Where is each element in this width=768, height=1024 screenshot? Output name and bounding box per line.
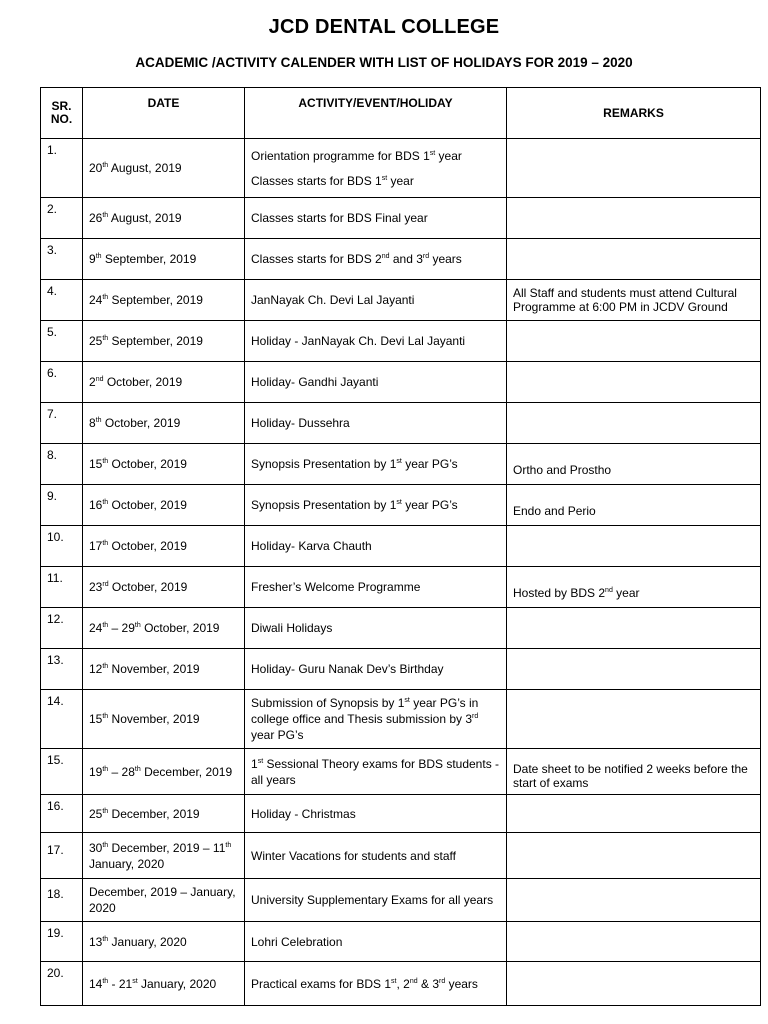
row-date: 26th August, 2019: [83, 198, 245, 239]
row-activity: Classes starts for BDS 2nd and 3rd years: [245, 239, 507, 280]
table-row: [41, 198, 761, 239]
row-date: 2nd October, 2019: [83, 362, 245, 403]
row-date: 15th October, 2019: [83, 444, 245, 485]
table-row: [41, 649, 761, 690]
table-row: [41, 444, 761, 485]
row-sr: 4.: [41, 280, 83, 321]
table-row: [41, 362, 761, 403]
row-sr: 11.: [41, 567, 83, 608]
row-remark: [507, 795, 761, 833]
row-activity: Classes starts for BDS Final year: [245, 198, 507, 239]
row-activity: JanNayak Ch. Devi Lal Jayanti: [245, 280, 507, 321]
row-sr: 6.: [41, 362, 83, 403]
row-date: 14th - 21st January, 2020: [83, 962, 245, 1006]
row-date: 9th September, 2019: [83, 239, 245, 280]
table-header-row: [41, 88, 761, 139]
row-activity: Submission of Synopsis by 1st year PG’s in college office and Thesis submission by 3rd year PG’s: [245, 690, 507, 749]
row-activity: Orientation programme for BDS 1st year Classes starts for BDS 1st year: [245, 139, 507, 198]
row-remark: Ortho and Prostho: [507, 444, 761, 485]
row-sr: 1.: [41, 139, 83, 198]
table-row: [41, 403, 761, 444]
table-row: [41, 879, 761, 922]
row-date: 24th September, 2019: [83, 280, 245, 321]
row-sr: 3.: [41, 239, 83, 280]
row-remark: Endo and Perio: [507, 485, 761, 526]
row-activity: Lohri Celebration: [245, 922, 507, 962]
row-activity: Holiday- Karva Chauth: [245, 526, 507, 567]
row-remark: [507, 362, 761, 403]
row-date: 20th August, 2019: [83, 139, 245, 198]
row-activity: Holiday- Gandhi Jayanti: [245, 362, 507, 403]
table-row: [41, 962, 761, 1006]
row-remark: [507, 649, 761, 690]
row-date: 17th October, 2019: [83, 526, 245, 567]
row-activity: Winter Vacations for students and staff: [245, 833, 507, 879]
calendar-subtitle: ACADEMIC /ACTIVITY CALENDER WITH LIST OF HOLIDAYS FOR 2019 – 2020: [135, 55, 633, 70]
row-remark: [507, 879, 761, 922]
table-row: [41, 749, 761, 795]
row-date: 12th November, 2019: [83, 649, 245, 690]
college-title: JCD DENTAL COLLEGE: [268, 16, 500, 38]
row-remark: [507, 198, 761, 239]
row-sr: 17.: [41, 833, 83, 879]
header-remarks: REMARKS: [507, 88, 761, 139]
table-row: [41, 485, 761, 526]
row-date: 25th December, 2019: [83, 795, 245, 833]
row-sr: 18.: [41, 879, 83, 922]
row-remark: [507, 526, 761, 567]
row-sr: 2.: [41, 198, 83, 239]
row-date: 16th October, 2019: [83, 485, 245, 526]
row-date: 30th December, 2019 – 11th January, 2020: [83, 833, 245, 879]
row-activity: Fresher’s Welcome Programme: [245, 567, 507, 608]
table-row: [41, 321, 761, 362]
row-remark: [507, 403, 761, 444]
row-sr: 19.: [41, 922, 83, 962]
header-activity: ACTIVITY/EVENT/HOLIDAY: [245, 88, 507, 139]
row-remark: [507, 922, 761, 962]
table-row: [41, 833, 761, 879]
table-row: [41, 608, 761, 649]
header-sr-no: SR. NO.: [41, 88, 83, 139]
table-row: [41, 795, 761, 833]
row-sr: 16.: [41, 795, 83, 833]
row-date: 8th October, 2019: [83, 403, 245, 444]
row-remark: [507, 690, 761, 749]
row-date: December, 2019 – January, 2020: [83, 879, 245, 922]
row-activity: Holiday - Christmas: [245, 795, 507, 833]
row-remark: [507, 139, 761, 198]
row-date: 25th September, 2019: [83, 321, 245, 362]
row-activity: 1st Sessional Theory exams for BDS students - all years: [245, 749, 507, 795]
row-sr: 13.: [41, 649, 83, 690]
row-sr: 15.: [41, 749, 83, 795]
row-sr: 10.: [41, 526, 83, 567]
table-row: [41, 139, 761, 198]
row-date: 15th November, 2019: [83, 690, 245, 749]
row-date: 13th January, 2020: [83, 922, 245, 962]
row-activity: Diwali Holidays: [245, 608, 507, 649]
row-date: 23rd October, 2019: [83, 567, 245, 608]
row-remark: [507, 321, 761, 362]
row-sr: 12.: [41, 608, 83, 649]
row-activity: Synopsis Presentation by 1st year PG’s: [245, 485, 507, 526]
row-sr: 5.: [41, 321, 83, 362]
row-date: 19th – 28th December, 2019: [83, 749, 245, 795]
table-row: [41, 690, 761, 749]
row-activity: Holiday- Guru Nanak Dev’s Birthday: [245, 649, 507, 690]
row-activity: Practical exams for BDS 1st, 2nd & 3rd years: [245, 962, 507, 1006]
table-row: [41, 280, 761, 321]
row-sr: 20.: [41, 962, 83, 1006]
row-remark: Hosted by BDS 2nd year: [507, 567, 761, 608]
row-remark: [507, 239, 761, 280]
row-remark: [507, 962, 761, 1006]
row-sr: 7.: [41, 403, 83, 444]
row-sr: 14.: [41, 690, 83, 749]
table-row: [41, 239, 761, 280]
table-row: [41, 922, 761, 962]
row-activity: University Supplementary Exams for all years: [245, 879, 507, 922]
row-remark: All Staff and students must attend Cultural Programme at 6:00 PM in JCDV Ground: [507, 280, 761, 321]
row-remark: Date sheet to be notified 2 weeks before the start of exams: [507, 749, 761, 795]
row-activity: Synopsis Presentation by 1st year PG’s: [245, 444, 507, 485]
calendar-table: [40, 87, 761, 1006]
row-remark: [507, 608, 761, 649]
table-row: [41, 567, 761, 608]
row-date: 24th – 29th October, 2019: [83, 608, 245, 649]
row-activity: Holiday- Dussehra: [245, 403, 507, 444]
row-sr: 8.: [41, 444, 83, 485]
row-sr: 9.: [41, 485, 83, 526]
row-activity: Holiday - JanNayak Ch. Devi Lal Jayanti: [245, 321, 507, 362]
row-remark: [507, 833, 761, 879]
header-date: DATE: [83, 88, 245, 139]
table-row: [41, 526, 761, 567]
